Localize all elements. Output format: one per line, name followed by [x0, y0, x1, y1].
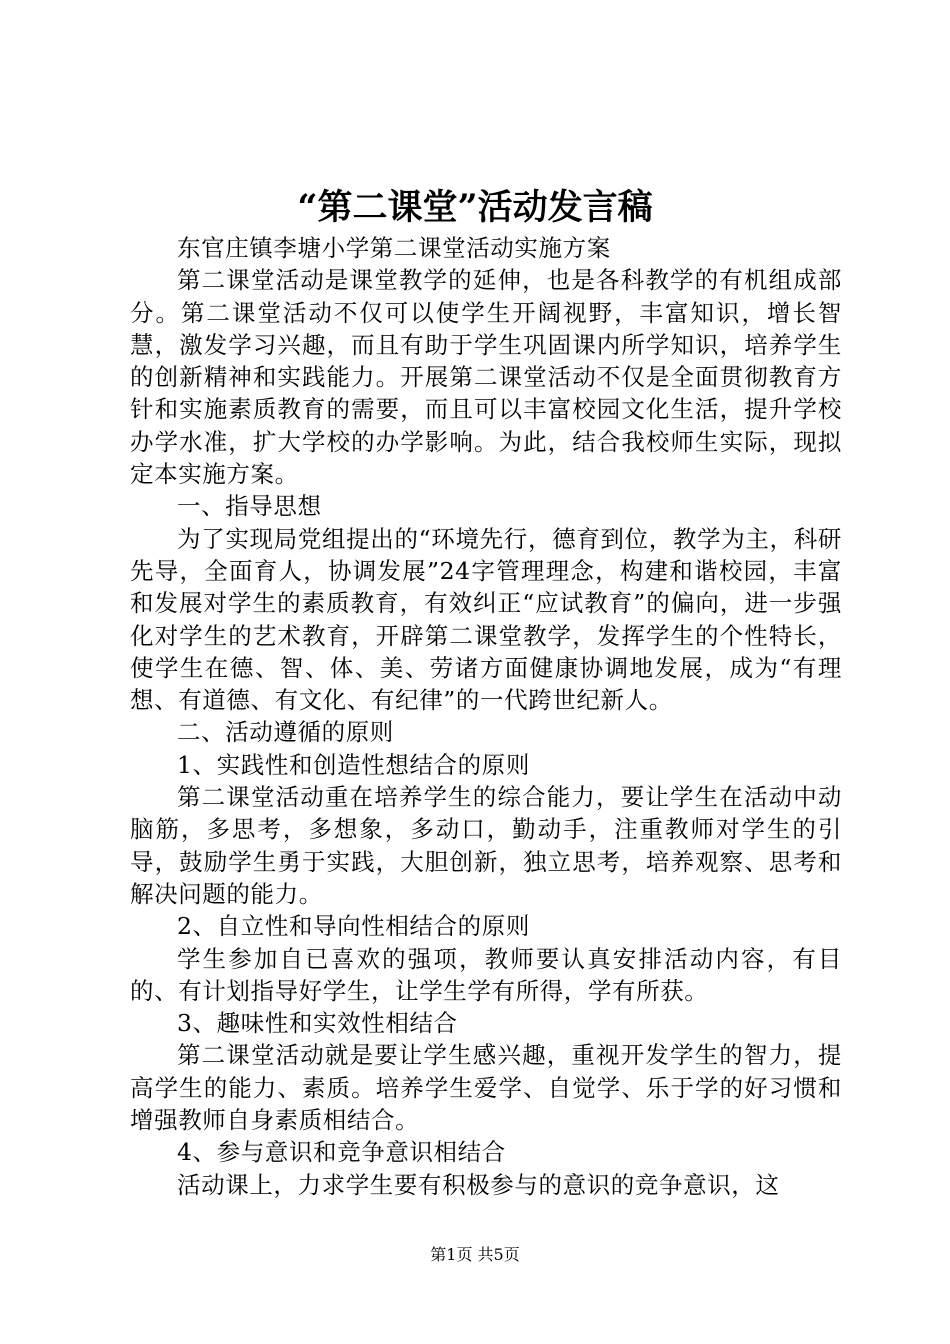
subheading-principle-1: 1、实践性和创造性想结合的原则 — [177, 750, 530, 779]
subheading-principle-4: 4、参与意识和竞争意识相结合 — [177, 1138, 506, 1167]
paragraph-principle-2: 学生参加自已喜欢的强项，教师要认真安排活动内容，有目的、有计划指导好学生，让学生学有所得，学有所获。 — [130, 944, 842, 1005]
paragraph-intro: 第二课堂活动是课堂教学的延伸，也是各科教学的有机组成部分。第二课堂活动不仅可以使学生开阔视野，丰富知识，增长智慧，激发学习兴趣，而且有助于学生巩固课内所学知识，培养学生的创新精神和实践能力。开展第二课堂活动不仅是全面贯彻教育方针和实施素质教育的需要，而且可以丰富校园文化生活，提升学校办学水准，扩大学校的办学影响。为此，结合我校师生实际，现拟定本实施方案。 — [130, 266, 842, 489]
paragraph-principle-4: 活动课上，力求学生要有积极参与的意识的竞争意识，这 — [177, 1170, 780, 1199]
paragraph-guiding-thought: 为了实现局党组提出的“环境先行，德育到位，教学为主，科研先导，全面育人，协调发展”24字管理理念，构建和谐校园，丰富和发展对学生的素质教育，有效纠正“应试教育”的偏向，进一步强化对学生的艺术教育，开辟第二课堂教学，发挥学生的个性特长，使学生在德、智、体、美、劳诸方面健康协调地发展，成为“有理想、有道德、有文化、有纪律”的一代跨世纪新人。 — [130, 524, 842, 715]
page-number-footer: 第1页 共5页 — [430, 1245, 520, 1264]
paragraph-principle-1: 第二课堂活动重在培养学生的综合能力，要让学生在活动中动脑筋，多思考，多想象，多动口，勤动手，注重教师对学生的引导，鼓励学生勇于实践，大胆创新，独立思考，培养观察、思考和解决问题的能力。 — [130, 783, 842, 908]
section-heading-principles: 二、活动遵循的原则 — [177, 718, 394, 747]
subheading-principle-2: 2、自立性和导向性相结合的原则 — [177, 912, 530, 941]
document-body — [130, 232, 842, 1201]
section-heading-guiding-thought: 一、指导思想 — [177, 492, 322, 521]
paragraph-plan-title: 东官庄镇李塘小学第二课堂活动实施方案 — [177, 234, 611, 262]
paragraph-principle-3: 第二课堂活动就是要让学生感兴趣，重视开发学生的智力，提高学生的能力、素质。培养学生爱学、自觉学、乐于学的好习惯和增强教师自身素质相结合。 — [130, 1041, 842, 1135]
subheading-principle-3: 3、趣味性和实效性相结合 — [177, 1009, 458, 1038]
document-title: “第二课堂”活动发言稿 — [297, 187, 653, 228]
